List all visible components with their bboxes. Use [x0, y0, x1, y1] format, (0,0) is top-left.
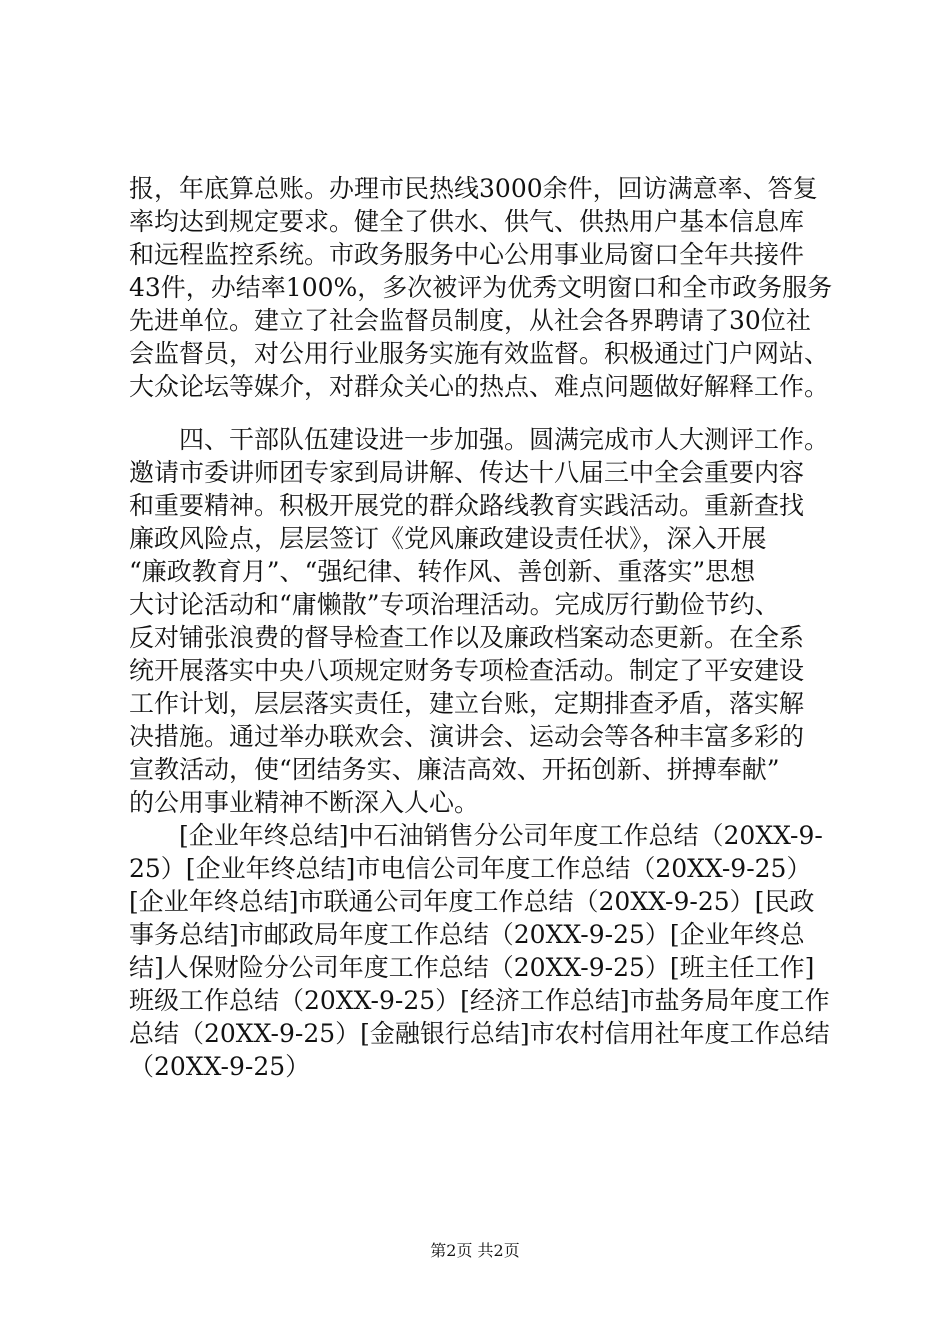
text-line: 和远程监控系统。市政务服务中心公用事业局窗口全年共接件 — [129, 240, 805, 269]
text-line: 率均达到规定要求。健全了供水、供气、供热用户基本信息库 — [129, 207, 805, 236]
related-link-line[interactable]: 总结（20XX-9-25）[金融银行总结]市农村信用社年度工作总结 — [129, 1019, 830, 1048]
text-line: 宣教活动，使“团结务实、廉洁高效、开拓创新、拼搏奉献” — [129, 755, 780, 784]
text-line: 工作计划，层层落实责任，建立台账，定期排查矛盾，落实解 — [129, 689, 805, 718]
related-link-line[interactable]: [企业年终总结]中石油销售分公司年度工作总结（20XX-9- — [129, 821, 823, 850]
text-line: 的公用事业精神不断深入人心。 — [129, 788, 480, 817]
text-line: 和重要精神。积极开展党的群众路线教育实践活动。重新查找 — [129, 491, 805, 520]
text-line: “廉政教育月”、“强纪律、转作风、善创新、重落实”思想 — [129, 557, 756, 586]
related-link-line[interactable]: 25）[企业年终总结]市电信公司年度工作总结（20XX-9-25） — [129, 854, 812, 883]
related-link-line[interactable]: 班级工作总结（20XX-9-25）[经济工作总结]市盐务局年度工作 — [129, 986, 830, 1015]
related-link-line[interactable]: [企业年终总结]市联通公司年度工作总结（20XX-9-25）[民政 — [129, 887, 815, 916]
text-line: 会监督员，对公用行业服务实施有效监督。积极通过门户网站、 — [129, 339, 830, 368]
related-link-line[interactable]: 结]人保财险分公司年度工作总结（20XX-9-25）[班主任工作] — [129, 953, 815, 982]
text-line: 43件，办结率100%，多次被评为优秀文明窗口和全市政务服务 — [129, 273, 833, 302]
text-line: 四、干部队伍建设进一步加强。圆满完成市人大测评工作。 — [129, 425, 830, 454]
related-link-line[interactable]: （20XX-9-25） — [129, 1052, 311, 1081]
text-line: 统开展落实中央八项规定财务专项检查活动。制定了平安建设 — [129, 656, 805, 685]
text-line: 廉政风险点，层层签订《党风廉政建设责任状》，深入开展 — [129, 524, 767, 553]
text-line: 大众论坛等媒介，对群众关心的热点、难点问题做好解释工作。 — [129, 372, 830, 401]
text-line: 大讨论活动和“庸懒散”专项治理活动。完成厉行勤俭节约、 — [129, 590, 780, 619]
page-number-footer: 第2页 共2页 — [430, 1241, 520, 1260]
text-line: 反对铺张浪费的督导检查工作以及廉政档案动态更新。在全系 — [129, 623, 805, 652]
related-link-line[interactable]: 事务总结]市邮政局年度工作总结（20XX-9-25）[企业年终总 — [129, 920, 805, 949]
text-line: 报，年底算总账。办理市民热线3000余件，回访满意率、答复 — [129, 174, 818, 203]
text-line: 决措施。通过举办联欢会、演讲会、运动会等各种丰富多彩的 — [129, 722, 805, 751]
text-line: 邀请市委讲师团专家到局讲解、传达十八届三中全会重要内容 — [129, 458, 805, 487]
text-line: 先进单位。建立了社会监督员制度，从社会各界聘请了30位社 — [129, 306, 811, 335]
